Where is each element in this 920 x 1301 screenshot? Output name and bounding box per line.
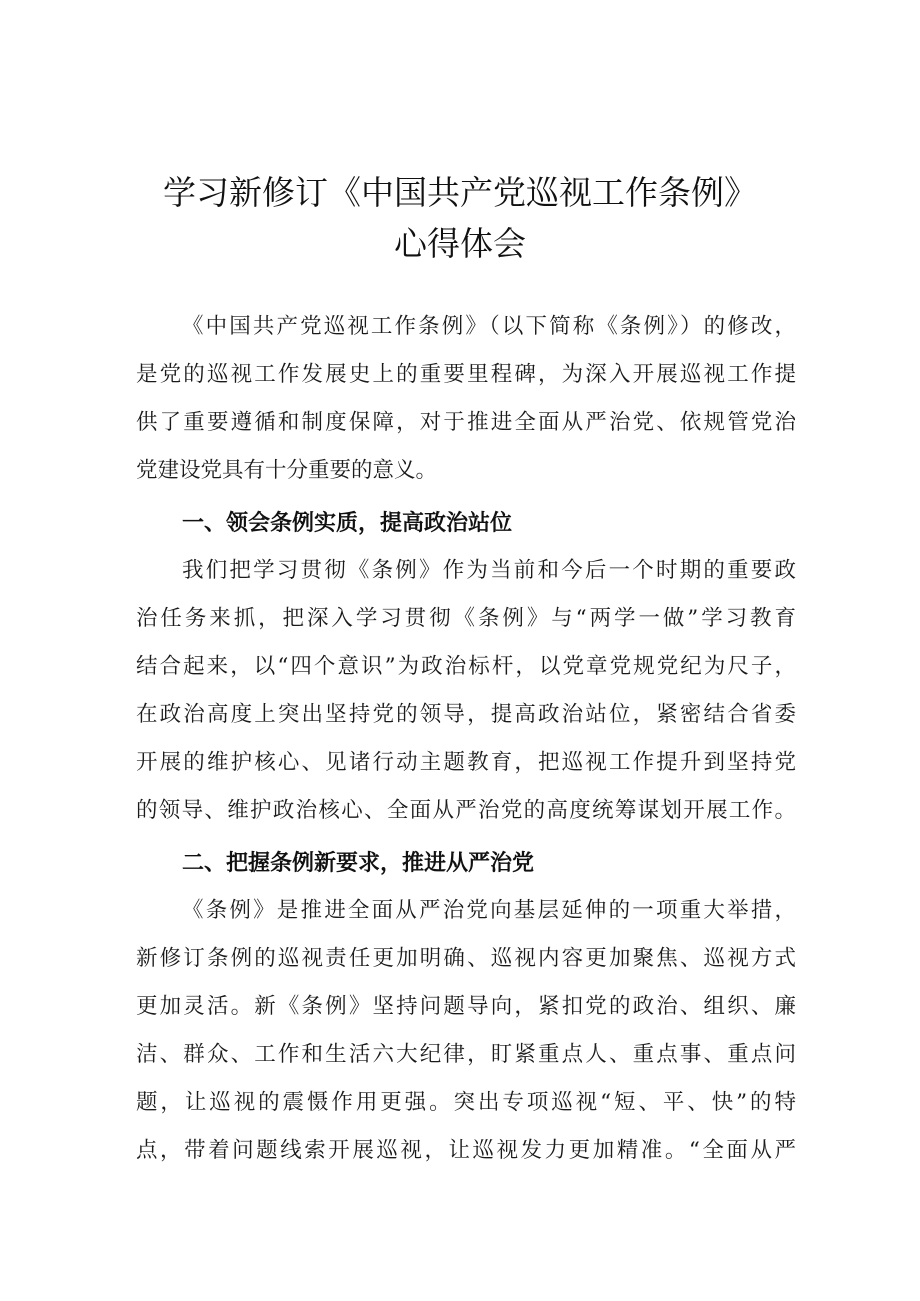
section-1-heading: 一、领会条例实质，提高政治站位	[182, 511, 513, 536]
section-2-line-4: 洁、群众、工作和生活六大纪律，盯紧重点人、重点事、重点问	[136, 1042, 796, 1067]
section-1-line-5: 开展的维护核心、见诸行动主题教育，把巡视工作提升到坚持党	[136, 750, 796, 775]
section-1-line-1: 我们把学习贯彻《条例》作为当前和今后一个时期的重要政	[182, 558, 796, 583]
section-1-line-4: 在政治高度上突出坚持党的领导，提高政治站位，紧密结合省委	[136, 702, 796, 727]
section-2-line-6: 点，带着问题线索开展巡视，让巡视发力更加精准。“全面从严	[136, 1138, 796, 1163]
intro-line-2: 是党的巡视工作发展史上的重要里程碑，为深入开展巡视工作提	[136, 362, 796, 387]
intro-line-1: 《中国共产党巡视工作条例》（以下简称《条例》）的修改，	[182, 314, 796, 339]
section-2-line-2: 新修订条例的巡视责任更加明确、巡视内容更加聚焦、巡视方式	[136, 946, 796, 971]
section-2-heading: 二、把握条例新要求，推进从严治党	[182, 851, 535, 876]
section-2-line-1: 《条例》是推进全面从严治党向基层延伸的一项重大举措，	[182, 898, 796, 923]
section-1-line-2: 治任务来抓，把深入学习贯彻《条例》与“两学一做”学习教育	[136, 606, 796, 631]
document-title-line-2: 心得体会	[394, 224, 526, 263]
intro-line-3: 供了重要遵循和制度保障，对于推进全面从严治党、依规管党治	[136, 410, 796, 435]
document-title-line-1: 学习新修订《中国共产党巡视工作条例》	[163, 173, 757, 212]
section-1-line-3: 结合起来，以“四个意识”为政治标杆，以党章党规党纪为尺子，	[136, 654, 796, 679]
section-2-line-3: 更加灵活。新《条例》坚持问题导向，紧扣党的政治、组织、廉	[136, 994, 796, 1019]
section-2-line-5: 题，让巡视的震慑作用更强。突出专项巡视“短、平、快”的特	[136, 1090, 796, 1115]
section-1-line-6: 的领导、维护政治核心、全面从严治党的高度统筹谋划开展工作。	[136, 798, 796, 823]
intro-line-4: 党建设党具有十分重要的意义。	[136, 458, 438, 483]
